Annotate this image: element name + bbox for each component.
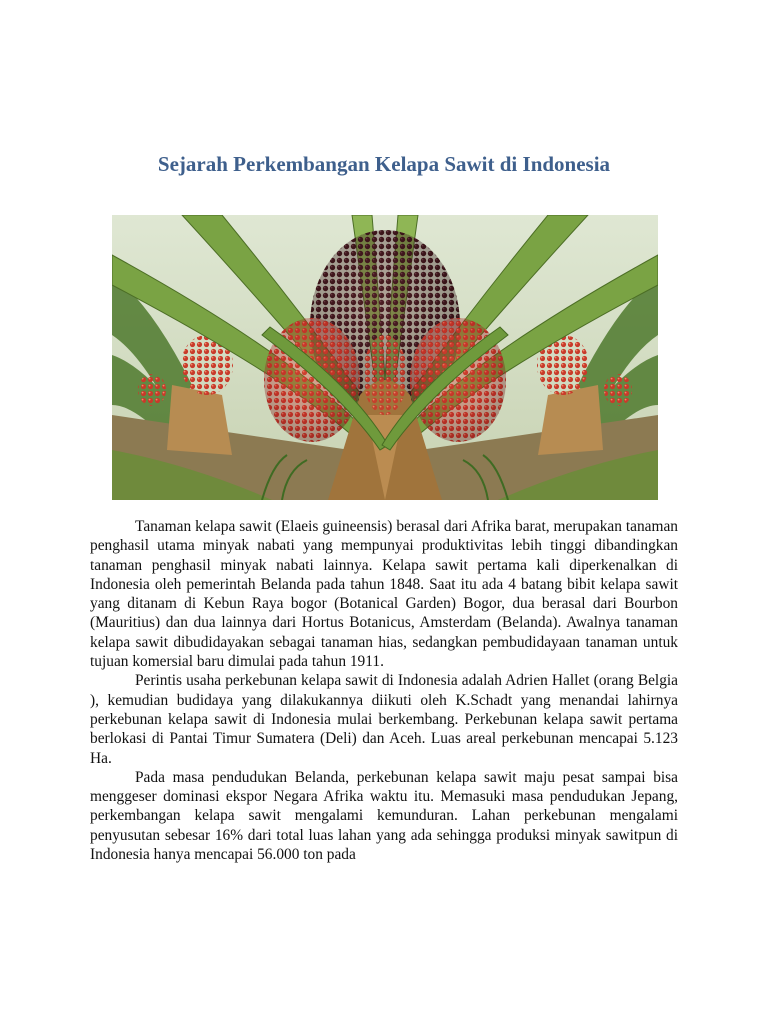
page-title: Sejarah Perkembangan Kelapa Sawit di Indonesia (157, 152, 611, 176)
article-body (90, 517, 678, 864)
oil-palm-photo (112, 215, 658, 500)
paragraph-2: Perintis usaha perkebunan kelapa sawit di Indonesia adalah Adrien Hallet (orang Belgia ), kemudian budidaya yang dilakukannya diikuti oleh K.Schadt yang menandai lahirnya perkebunan kelapa sawit di Indonesia mulai berkembang. Perkebunan kelapa sawit pertama berlokasi di Pantai Timur Sumatera (Deli) dan Aceh. Luas areal perkebunan mencapai 5.123 Ha. (90, 672, 678, 767)
paragraph-1: Tanaman kelapa sawit (Elaeis guineensis) berasal dari Afrika barat, merupakan tanaman penghasil utama minyak nabati yang mempunyai produktivitas lebih tinggi dibandingkan tanaman penghasil minyak nabati lainnya. Kelapa sawit pertama kali diperkenalkan di Indonesia oleh pemerintah Belanda pada tahun 1848. Saat itu ada 4 batang bibit kelapa sawit yang ditanam di Kebun Raya bogor (Botanical Garden) Bogor, dua berasal dari Bourbon (Mauritius) dan dua lainnya dari Hortus Botanicus, Amsterdam (Belanda). Awalnya tanaman kelapa sawit dibudidayakan sebagai tanaman hias, sedangkan pembudidayaan tanaman untuk tujuan komersial baru dimulai pada tahun 1911. (90, 518, 678, 671)
paragraph-3: Pada masa pendudukan Belanda, perkebunan kelapa sawit maju pesat sampai bisa menggeser dominasi ekspor Negara Afrika waktu itu. Memasuki masa pendudukan Jepang, perkembangan kelapa sawit mengalami kemunduran. Lahan perkebunan mengalami penyusutan sebesar 16% dari total luas lahan yang ada sehingga produksi minyak sawitpun di Indonesia hanya mencapai 56.000 ton pada (90, 768, 678, 864)
